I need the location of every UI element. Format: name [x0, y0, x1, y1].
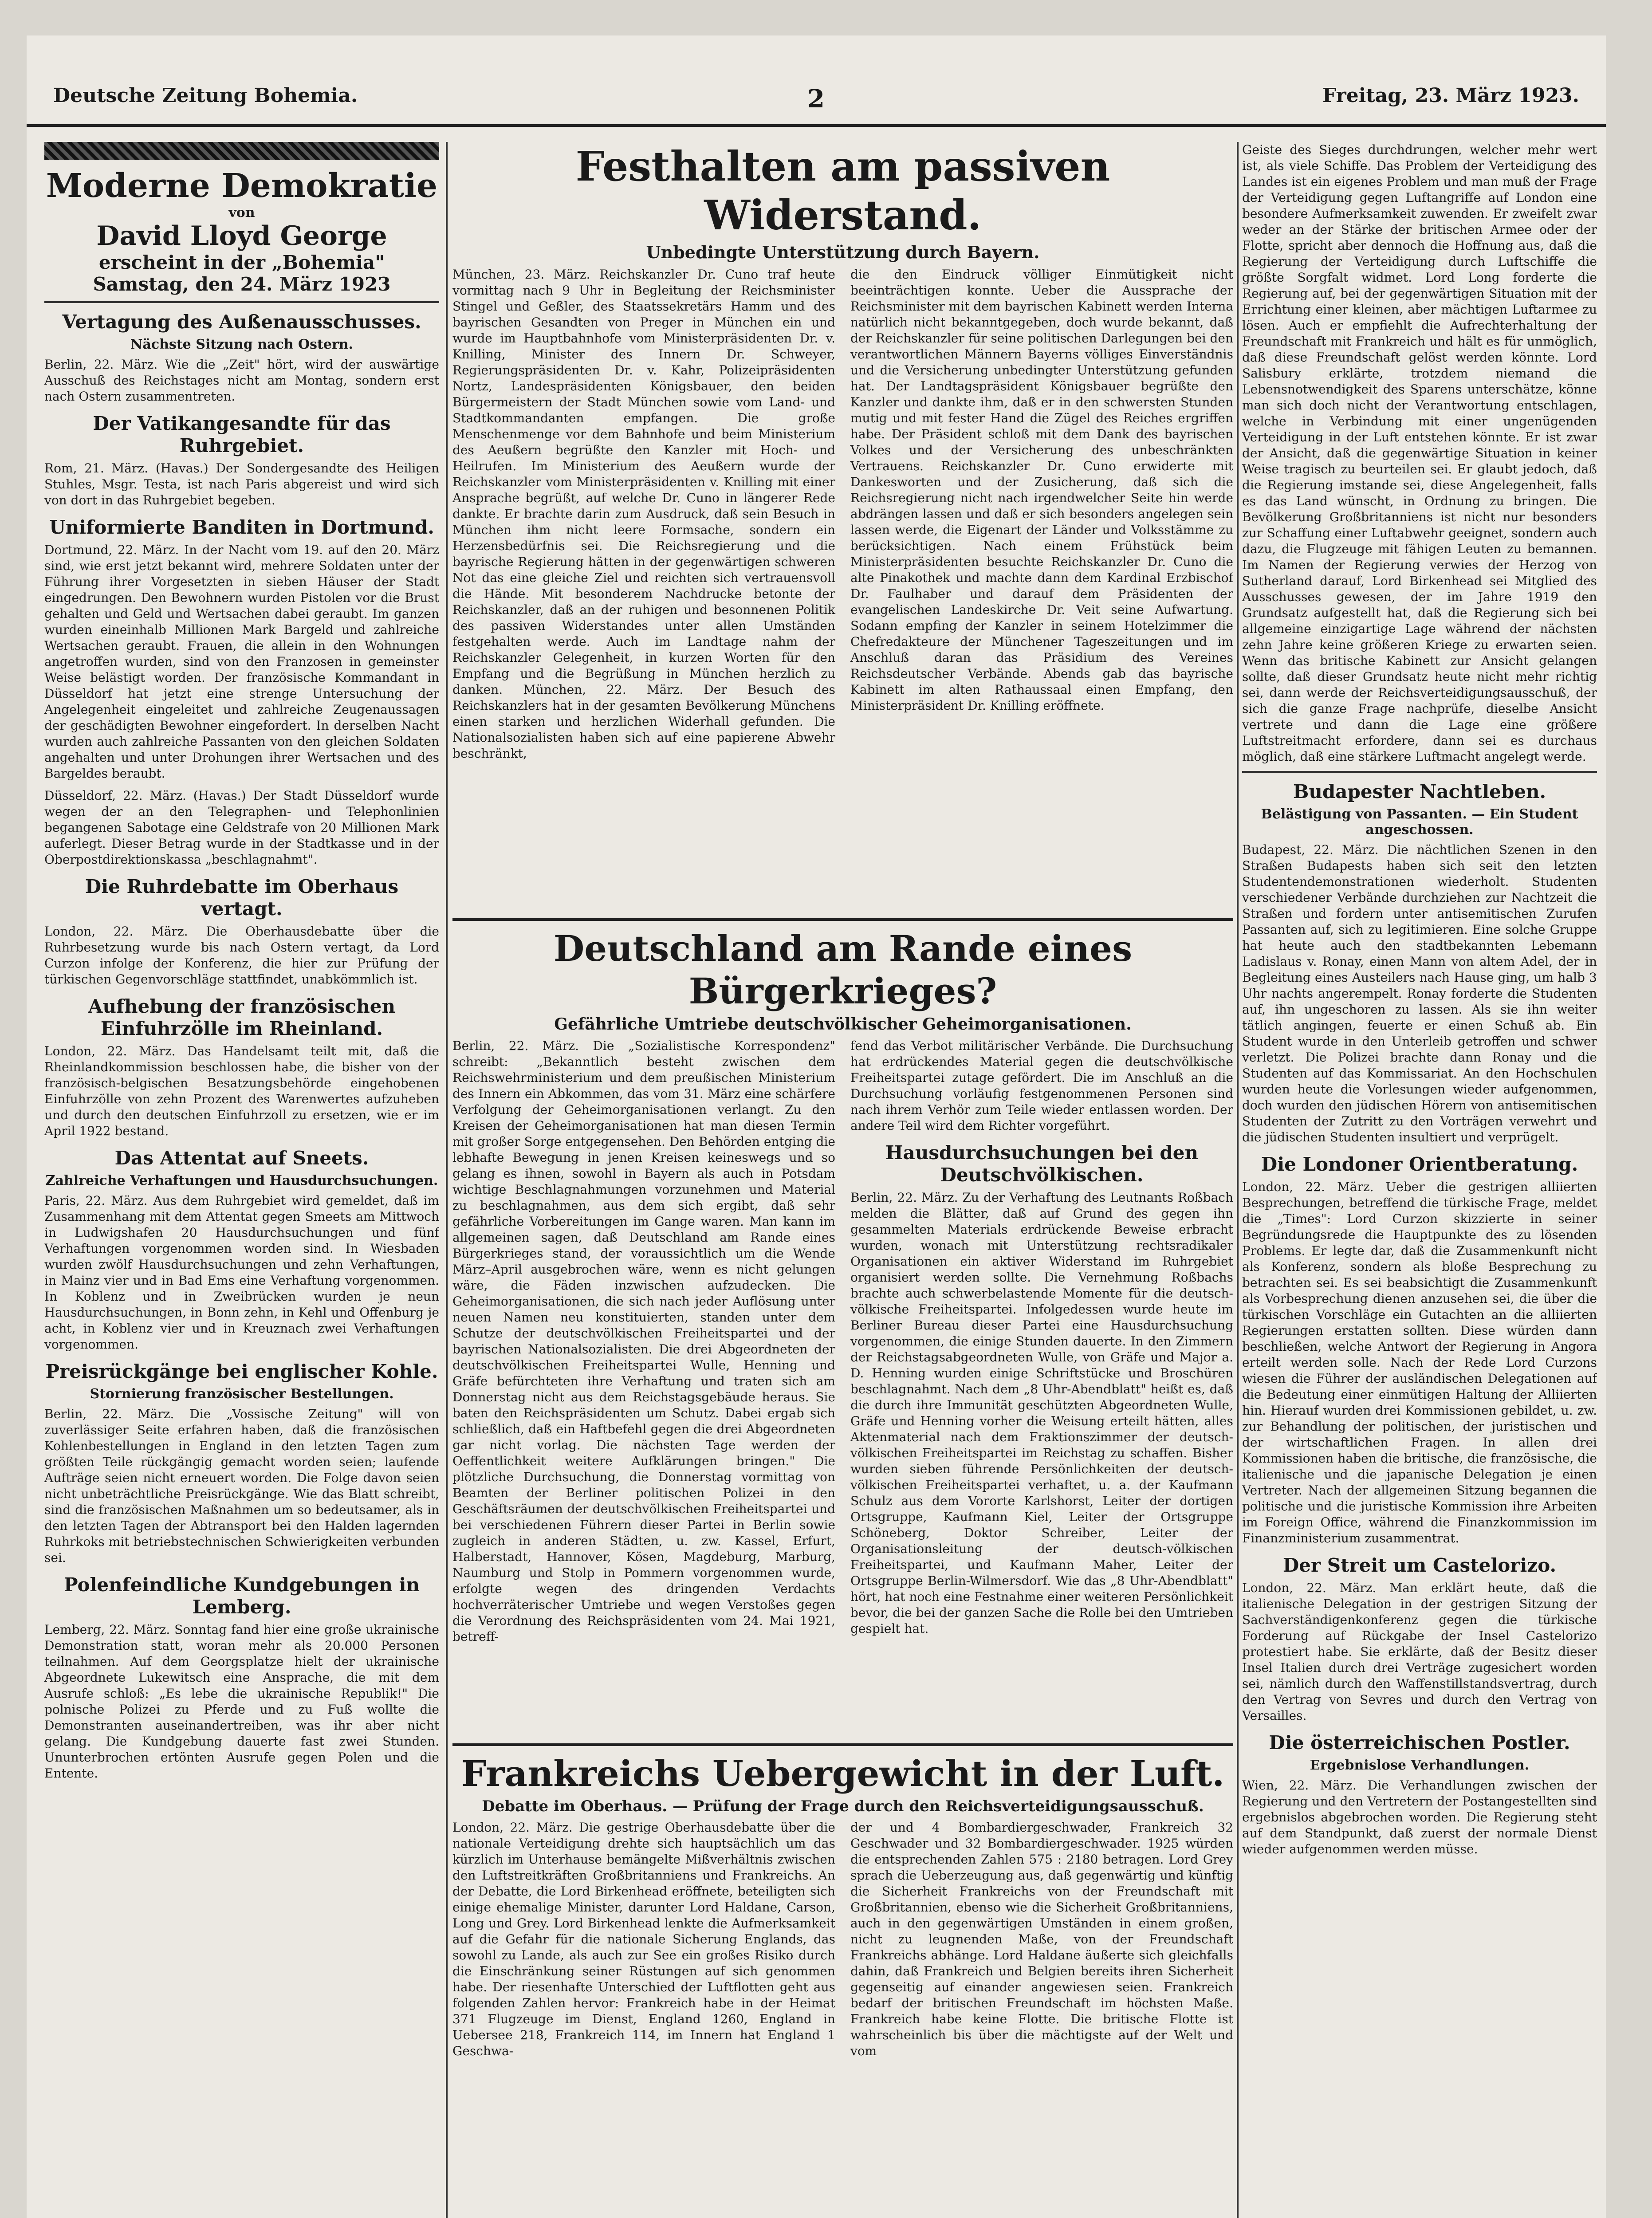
column-rule: [446, 142, 448, 2218]
article-text: Berlin, 22. März. Zu der Verhaftung des Leutnants Roßbach melden die Blätter, daß auf Grund des gegen ihn gesammelten Materials erdrückende Beweise erbracht wurden, wonach mit Unterstützung rechtsradikaler Organisationen ein aktiver Widerstand im Ruhrgebiet organisiert werden sollte. Die Vernehmung Roßbachs brachte auch schwerbelastende Momente für die deutsch-völkische Freiheitspartei. Infolgedessen wurde heute im Berliner Bureau dieser Partei eine Hausdurchsuchung vorgenommen, die einige Stunden dauerte. In den Zimmern der Reichstagsabgeordneten Wulle, von Gräfe und Major a. D. Henning wurden einige Schriftstücke und Broschüren beschlagnahmt. Nach dem „8 Uhr-Abendblatt" heißt es, daß die durch ihre Immunität geschützten Abgeordneten Wulle, Gräfe und Henning vorher die Weisung erteilt hätten, alles Aktenmaterial nach dem Fraktionszimmer der deutsch-völkischen Freiheitspartei im Reichstag zu schaffen. Bisher wurden sieben führende Persönlichkeiten der deutsch-völkischen Freiheitspartei verhaftet, u. a. der Kaufmann Schulz aus dem Vororte Karlshorst, Leiter der dortigen Ortsgruppe, Kaufmann Kiel, Leiter der Ortsgruppe Schöneberg, Doktor Schreiber, Leiter der Organisationsleitung der deutsch-völkischen Freiheitspartei, und Kaufmann Maher, Leiter der Ortsgruppe Berlin-Wilmersdorf. Wie das „8 Uhr-Abendblatt" hört, hat noch eine Festnahme einer weiteren Persönlichkeit bevor, die bei der ganzen Sache die Rolle bei den Umtrieben gespielt hat.: [850, 1190, 1233, 1636]
subheadline: Gefährliche Umtriebe deutschvölkischer Geheimorganisationen.: [554, 1015, 1132, 1034]
subheadline: Unbedingte Unterstützung durch Bayern.: [646, 242, 1040, 262]
article-text: Düsseldorf, 22. März. (Havas.) Der Stadt Düsseldorf wurde wegen der an den Telegraphen- und Telephonlinien begangenen Sabotage eine Geldstrafe von 20 Millionen Mark auferlegt. Dieser Betrag wurde in der Stadtkasse und in der Oberpostdirektionskassa „beschlagnahmt".: [44, 788, 439, 867]
article-text: Budapest, 22. März. Die nächtlichen Szenen in den Straßen Budapests haben sich seit den letzten Studentendemonstrationen wiederholt. Studenten verschiedener Verbände durchziehen zur Nachtzeit die Straßen und fordern unter antisemitischen Zurufen Passanten auf, sich zu legitimieren. Eine solche Gruppe hat heute auch den stadtbekannten Lebemann Ladislaus v. Ronay, einen Mann von altem Adel, der in Begleitung eines Austeilers nach Hause ging, um halb 3 Uhr nachts angerempelt. Ronay forderte die Studenten auf, ihn ungeschoren zu lassen. Als sie ihn weiter tätlich angingen, feuerte er einen Schuß ab. Ein Student wurde in den Unterleib getroffen und schwer verletzt. Die Polizei brachte dann Ronay und die Studenten auf das Kommissariat. An den Hochschulen wurden heute die Vorlesungen wieder aufgenommen, doch wurden den jüdischen Hörern von antisemitischen Studenten der Zutritt zu den Vorträgen verwehrt und die jüdischen Studenten insultiert und verprügelt.: [1242, 842, 1597, 1144]
article-text: Berlin, 22. März. Die „Sozialistische Korrespondenz" schreibt: „Bekanntlich besteht zwischen dem Reichswehrministerium und dem preußischen Ministerium des Innern ein Abkommen, das vom 31. März eine schärfere Verfolgung der Geheimorganisationen verlangt. Zu den Kreisen der Geheimorganisationen hat man diesen Termin mit großer Sorge entgegensehen. Den Behörden entging die lebhafte Bewegung in jenen Kreisen keineswegs und so gelang es ihnen, sowohl in Bayern als auch in Potsdam wichtige Beschlagnahmungen vorzunehmen und Material zu beschlagnahmen, aus dem sich ergibt, daß sehr gefährliche Vorbereitungen im Gange waren. Man kann im allgemeinen sagen, daß Deutschland am Rande eines Bürgerkrieges stand, der voraussichtlich um die Wende März–April ausgebrochen wäre, wenn es nicht gelungen wäre, die Fäden inzwischen aufzudecken. Die Geheimorganisationen, die sich nach jeder Auflösung unter neuen Namen neu konstituierten, standen unter dem Schutze der deutschvölkischen Freiheitspartei und der bayrischen Nationalsozialisten. Die drei Abgeordneten der deutschvölkischen Freiheitspartei Wulle, Henning und Gräfe befürchteten ihre Verhaftung und traten sich am Donnerstag nicht aus dem Reichstagsgebäude heraus. Sie baten den Reichspräsidenten um Schutz. Dabei ergab sich schließlich, daß ein Haftbefehl gegen die drei Abgeordneten gar nicht vorlag. Die nächsten Tage werden der Oeffentlichkeit weitere Aufklärungen bringen." Die plötzliche Durchsuchung, die Donnerstag vormittag von Beamten der Berliner politischen Polizei in den Geschäftsräumen der deutschvölkischen Freiheitspartei und bei verschiedenen Führern dieser Partei in Berlin sowie zugleich in anderen Städten, u. zw. Kassel, Erfurt, Halberstadt, Hannover, Kösen, Magdeburg, Marburg, Naumburg und Stolp in Pommern vorgenommen wurde, erfolgte wegen des dringenden Verdachts hochverräterischer Umtriebe und wegen Verstoßes gegen die Verordnung des Reichspräsidenten vom 24. Mai 1921, betreff-: [452, 1038, 835, 1644]
article-text: London, 22. März. Ueber die gestrigen alliierten Besprechungen, betreffend die türkische Frage, meldet die „Times": Lord Curzon skizzierte in seiner Begründungsrede die Hauptpunkte des zu lösenden Problems. Er legte dar, daß die Zusammenkunft nicht als Konferenz, sondern als bloße Besprechung zu betrachten sei. Es sei beabsichtigt die Zusammenkunft als Vorbesprechung dienen anzusehen sei, die über die türkischen Vorschläge ein Gutachten an die alliierten Regierungen erstatten sollten. Diese würden dann beschließen, welche Antwort der Regierung in Angora erteilt werden solle. Nach der Rede Lord Curzons wiesen die Führer der ausländischen Delegationen auf die Bedeutung einer einmütigen Haltung der Alliierten hin. Hierauf wurden drei Kommissionen gebildet, u. zw. zur Behandlung der politischen, der juristischen und der wirtschaftlichen Fragen. In allen drei Kommissionen haben die britische, die französische, die italienische und die japanische Delegation je einen Vertreter. Nach der allgemeinen Sitzung begannen die politische und die juristische Kommission ihre Arbeiten im Foreign Office, während die Finanzkommission im Finanzministerium zusammentrat.: [1242, 1180, 1597, 1546]
subheadline: Stornierung französischer Bestellungen.: [90, 1386, 394, 1402]
column-left: [44, 142, 439, 2218]
headline: Die Londoner Orientberatung.: [1261, 1153, 1578, 1175]
headline: Hausdurchsuchungen bei den Deutschvölkischen.: [885, 1142, 1199, 1186]
article-text: Dortmund, 22. März. In der Nacht vom 19. auf den 20. März sind, wie erst jetzt bekannt wird, mehrere Soldaten unter der Führung ihrer Vorgesetzten in sieben Häuser der Stadt eingedrungen. Den Bewohnern wurden Pistolen vor die Brust gehalten und Geld und Wertsachen dabei geraubt. Im ganzen wurden eineinhalb Millionen Mark Bargeld und zahlreiche Wertsachen geraubt. Frauen, die allein in den Wohnungen angetroffen wurden, sind von den Franzosen in gemeinster Weise belästigt worden. Der französische Kommandant in Düsseldorf hat jetzt eine strenge Untersuchung der Angelegenheit eingeleitet und zahlreiche Zeugenaussagen der geschädigten Bewohner eingefordert. In derselben Nacht wurden auch zahlreiche Passanten von den gleichen Soldaten angehalten und unter Drohungen ihrer Wertsachen und des Bargeldes beraubt.: [44, 543, 439, 781]
headline: Die Ruhrdebatte im Oberhaus vertagt.: [85, 876, 399, 920]
article-text: Paris, 22. März. Aus dem Ruhrgebiet wird gemeldet, daß im Zusammenhang mit dem Attentat gegen Smeets am Mittwoch in Ludwigshafen 20 Hausdurchsuchungen und fünf Verhaftungen vorgenommen worden sind. In Wiesbaden wurden zwölf Hausdurchsuchungen und zehn Verhaftungen, in Mainz vier und in Bad Ems eine Verhaftung vorgenommen. In Koblenz und in Zweibrücken wurden je neun Hausdurchsuchungen, in Bonn zehn, in Kehl und Offenburg je acht, in Koblenz vier und in Kreuznach zwei Verhaftungen vorgenommen.: [44, 1193, 439, 1352]
page-number: 2: [807, 84, 825, 114]
article-text: Lemberg, 22. März. Sonntag fand hier eine große ukrainische Demonstration statt, woran mehr als 20.000 Personen teilnahmen. Auf dem Georgsplatze hielt der ukrainische Abgeordnete Lukewitsch eine Ansprache, die mit dem Ausrufe schloß: „Es lebe die ukrainische Republik!" Die polnische Polizei zu Pferde und zu Fuß wollte die Demonstranten auseinandertreiben, was ihr aber nicht gelang. Die Kundgebung dauerte fast zwei Stunden. Ununterbrochen ertönten Ausrufe gegen Polen und die Entente.: [44, 1622, 439, 1781]
article-text: fend das Verbot militärischer Verbände. Die Durchsuchung hat erdrückendes Material gegen die deutschvölkische Freiheitspartei zutage gefördert. Die im Anschluß an die Durchsuchung vorläufig festgenommenen Personen sind nach ihrem Verhör zum Teile wieder entlassen worden. Der andere Teil wird dem Richter vorgeführt.: [850, 1038, 1233, 1133]
ad-line2: Samstag, den 24. März 1923: [93, 273, 391, 295]
newspaper-page: [27, 35, 1606, 2218]
article-text: die den Eindruck völliger Einmütigkeit nicht beeinträchtigen konnte. Ueber die Aussprache der Reichsminister mit dem bayrischen Kabinett werden Interna natürlich nicht bekanntgegeben, doch wurde bekannt, daß der Reichskanzler für seine politischen Darlegungen bei den verantwortlichen Männern Bayerns völliges Einverständnis und die Versicherung unbedingter Unterstützung gefunden hat. Der Landtagspräsident Königsbauer begrüßte den Kanzler und dankte ihm, daß er in den schwersten Stunden mutig und mit fester Hand die Zügel des Reiches ergriffen habe. Der Präsident schloß mit dem Dank des bayrischen Volkes und der Versicherung des unbeschränkten Vertrauens. Reichskanzler Dr. Cuno erwiderte mit Dankesworten und der Zusicherung, daß sich die Reichsregierung nicht nach irgendwelcher Seite hin werde abdrängen lassen und daß er sich besonders angelegen sein lassen werde, die Eigenart der Länder und Volksstämme zu berücksichtigen. Nach einem Frühstück beim Ministerpräsidenten besuchte Reichskanzler Dr. Cuno die alte Pinakothek und machte dann dem Kardinal Erzbischof Dr. Faulhaber und darauf dem Präsidenten der evangelischen Landeskirche Dr. Veit seine Aufwartung. Sodann empfing der Kanzler in seinem Hotelzimmer die Chefredakteure der Münchener Tageszeitungen und im Anschluß daran das Präsidium des Vereines Reichsdeutscher Verbände. Abends gab das bayrische Kabinett im alten Rathaussaal einen Empfang, den Ministerpräsident Dr. Knilling eröffnete.: [850, 267, 1233, 713]
article-text: London, 22. März. Das Handelsamt teilt mit, daß die Rheinlandkommission beschlossen habe, die bisher von der französisch-belgischen Besatzungsbehörde eingehobenen Einfuhrzölle von zehn Prozent des Warenwertes aufzuheben und durch den deutschen Einfuhrzoll zu ersetzen, wie er im April 1922 bestand.: [44, 1044, 439, 1138]
headline: Aufhebung der französischen Einfuhrzölle im Rheinland.: [88, 995, 396, 1039]
subheadline: Zahlreiche Verhaftungen und Hausdurchsuchungen.: [45, 1173, 438, 1188]
article-passive-resistance: [452, 142, 1233, 905]
subheadline: Debatte im Oberhaus. — Prüfung der Frage durch den Reichsverteidigungsausschuß.: [482, 1797, 1204, 1815]
headline: Das Attentat auf Sneets.: [114, 1147, 369, 1169]
headline: Der Streit um Castelorizo.: [1282, 1554, 1557, 1576]
subheadline: Nächste Sitzung nach Ostern.: [130, 337, 354, 352]
article-air-superiority: [452, 1743, 1233, 2218]
ad-author: David Lloyd George: [96, 220, 387, 252]
separator: [44, 301, 439, 303]
masthead-date: Freitag, 23. März 1923.: [1322, 84, 1579, 107]
article-civil-war: [452, 918, 1233, 1734]
subheadline: Ergebnislose Verhandlungen.: [1310, 1758, 1530, 1773]
separator: [1242, 771, 1597, 773]
article-text: London, 22. März. Die gestrige Oberhausdebatte über die nationale Verteidigung drehte sich hauptsächlich um das kürzlich im Unterhause bemängelte Mißverhältnis zwischen den Luftstreitkräften Großbritanniens und Frankreichs. An der Debatte, die Lord Birkenhead eröffnete, beteiligten sich einige ehemalige Minister, darunter Lord Haldane, Carson, Long und Grey. Lord Birkenhead lenkte die Aufmerksamkeit auf die Gefahr für die nationale Sicherung Englands, das sowohl zu Lande, als auch zur See ein großes Risiko durch die Einschränkung seiner Rüstungen auf sich genommen habe. Der riesenhafte Unterschied der Luftflotten geht aus folgenden Zahlen hervor: Frankreich habe in der Heimat 371 Flugzeuge im Dienst, England 1260, England in Uebersee 218, Frankreich 114, im Innern hat England 1 Geschwa-: [452, 1820, 835, 2058]
headline: Budapester Nachtleben.: [1293, 781, 1546, 802]
headline: Polenfeindliche Kundgebungen in Lemberg.: [64, 1574, 420, 1618]
article-text: Rom, 21. März. (Havas.) Der Sondergesandte des Heiligen Stuhles, Msgr. Testa, ist nach Paris abgereist und wird sich von dort in das Ruhrgebiet begeben.: [44, 461, 439, 507]
headline: Der Vatikangesandte für das Ruhrgebiet.: [93, 413, 391, 456]
article-text: London, 22. März. Man erklärt heute, daß die italienische Delegation in der gestrigen Sitzung der Sachverständigenkonferenz gegen die türkische Forderung auf Rückgabe der Insel Castelorizo protestiert habe. Sie erklärte, daß der Besitz dieser Insel Italien durch drei Verträge zugesichert worden sei, nämlich durch den Waffenstillstandsvertrag, durch den Vertrag von Sevres und durch den Vertrag von Versailles.: [1242, 1581, 1597, 1723]
headline: Vertagung des Außenausschusses.: [62, 311, 421, 333]
headline: Deutschland am Rande eines Bürgerkrieges?: [553, 928, 1133, 1012]
column-rule: [1237, 142, 1239, 2218]
article-text: Berlin, 22. März. Wie die „Zeit" hört, wird der auswärtige Ausschuß des Reichstages nicht am Montag, sondern erst nach Ostern zusammentreten.: [44, 357, 439, 404]
ad-title: Moderne Demokratie: [46, 167, 438, 205]
masthead-left: Deutsche Zeitung Bohemia.: [53, 84, 358, 107]
headline: Die österreichischen Postler.: [1269, 1732, 1570, 1754]
header-rule: [27, 124, 1606, 127]
headline: Frankreichs Uebergewicht in der Luft.: [461, 1753, 1225, 1794]
headline: Uniformierte Banditen in Dortmund.: [49, 516, 434, 538]
article-text: London, 22. März. Die Oberhausdebatte über die Ruhrbesetzung wurde bis nach Ostern vertagt, da Lord Curzon infolge der Konferenz, die hier zur Prüfung der türkischen Gegenvorschläge stattfindet, unabkömmlich ist.: [44, 924, 439, 987]
headline: Preisrückgänge bei englischer Kohle.: [45, 1361, 438, 1382]
headline: Festhalten am passiven Widerstand.: [575, 142, 1110, 239]
article-text: Wien, 22. März. Die Verhandlungen zwischen der Regierung und den Vertretern der Postangestellten sind ergebnislos abgebrochen worden. Die Regierung steht auf dem Standpunkt, daß zuerst der normale Dienst wieder aufgenommen werden müsse.: [1242, 1778, 1597, 1856]
article-text: Geiste des Sieges durchdrungen, welcher mehr wert ist, als viele Schiffe. Das Problem der Verteidigung des Landes ist ein eigenes Problem und man muß der Frage der Verteidigung gegen Luftangriffe auf London eine besondere Aufmerksamkeit zuwenden. Er zweifelt zwar weder an der Stärke der britischen Armee oder der Flotte, spricht aber dennoch die Hoffnung aus, daß die Regierung der Verteidigung durch Luftschiffe die größte Sorgfalt widmet. Lord Long forderte die Regierung auf, bei der gegenwärtigen Situation mit der Errichtung einer kleinen, aber mächtigen Luftarmee zu lösen. Auch er empfiehlt die Aufrechterhaltung der Freundschaft mit Frankreich und hält es für unmöglich, daß diese Freundschaft gelöst werden könnte. Lord Salisbury erklärte, trotzdem niemand die Lebensnotwendigkeit des Sparens unterschätze, könne man sich doch nicht der Verantwortung entschlagen, welche in Verbindung mit einer ungenügenden Verteidigung in der Luft entstehen könnte. Er ist zwar der Ansicht, daß die gegenwärtige Situation in keiner Weise tragisch zu beurteilen sei. Er glaubt jedoch, daß die Regierung imstande sei, diese Angelegenheit, falls es das Land wünscht, in Ordnung zu bringen. Die Bevölkerung Großbritanniens ist nicht nur besonders zur Schaffung einer Luftabwehr geeignet, sondern auch dazu, die Flugzeuge mit fähigen Leuten zu bemannen. Im Namen der Regierung verwies der Herzog von Sutherland darauf, Lord Birkenhead sei Mitglied des Ausschusses gewesen, der im Jahre 1919 den Grundsatz aufgestellt hat, daß die Regierung sich bei allgemeine einzigartige Lage während der nächsten zehn Jahre keine größeren Kriege zu erwarten seien. Wenn das britische Kabinett zur Ansicht gelangen sollte, daß dieser Grundsatz heute nicht mehr richtig sei, dann werde der Reichsverteidigungsausschuß, der sich die ganze Frage nachprüfe, dieselbe Ansicht vertrete und dann die Lage eine größere Luftstreitmacht erfordere, dann sei es durchaus möglich, daß eine stärkere Luftmacht angelegt werde.: [1242, 142, 1597, 764]
ad-von: von: [228, 205, 255, 220]
decorative-bar: [44, 142, 439, 160]
ad-line1: erscheint in der „Bohemia": [98, 252, 385, 273]
subheadline: Belästigung von Passanten. — Ein Student angeschossen.: [1261, 806, 1578, 838]
article-text: München, 23. März. Reichskanzler Dr. Cuno traf heute vormittag nach 9 Uhr in Begleitung der Reichsminister Stingel und Geßler, des Staatssekretärs Hamm und des bayrischen Gesandten von Preger in München ein und wurde im Hauptbahnhofe vom Ministerpräsidenten Dr. v. Knilling, Minister des Innern Dr. Schweyer, Regierungspräsidenten Dr. v. Kahr, Polizeipräsidenten Nortz, Landespräsidenten Königsbauer, den beiden Bürgermeistern der Stadt München sowie vom Land- und Stadtkommandanten empfangen. Die große Menschenmenge vor dem Bahnhofe und beim Ministerium des Aeußern begrüßte den Kanzler mit Hoch- und Heilrufen. Im Ministerium des Aeußern wurde der Reichskanzler vom Ministerpräsidenten v. Knilling mit einer Ansprache begrüßt, auf welche Dr. Cuno in längerer Rede dankte. Er brachte darin zum Ausdruck, daß sein Besuch in München ihm nicht leere Formsache, sondern ein Herzensbedürfnis sei. Die Reichsregierung und die bayrische Regierung hätten in der gegenwärtigen schweren Not das eine gleiche Ziel und reichten sich vertrauensvoll die Hände. Mit besonderem Nachdrucke betonte der Reichskanzler, daß an der ruhigen und besonnenen Politik des passiven Widerstandes unter allen Umständen festgehalten werde. Auch im Landtage nahm der Reichskanzler Gelegenheit, in kurzen Worten für den Empfang und die Begrüßung in München herzlich zu danken. München, 22. März. Der Besuch des Reichskanzlers hat in der gesamten Bevölkerung Münchens einen starken und herzlichen Widerhall gefunden. Die Nationalsozialisten haben sich auf eine papierene Abwehr beschränkt,: [452, 267, 835, 761]
article-text: Berlin, 22. März. Die „Vossische Zeitung" will von zuverlässiger Seite erfahren haben, daß die französischen Kohlenbestellungen in England in den letzten Tagen zum größten Teile rückgängig gemacht worden seien; laufende Aufträge seien nicht erneuert worden. Die Folge davon seien nicht unbeträchtliche Preisrückgänge. Wie das Blatt schreibt, sind die französischen Maßnahmen um so bedeutsamer, als in den letzten Tagen der Abtransport bei den Halden lagernden Ruhrkoks mit betriebstechnischen Schwierigkeiten verbunden sei.: [44, 1407, 439, 1565]
article-text: der und 4 Bombardiergeschwader, Frankreich 32 Geschwader und 32 Bombardiergeschwader. 1925 würden die entsprechenden Zahlen 575 : 2180 betragen. Lord Grey sprach die Ueberzeugung aus, daß gegenwärtig und künftig die Sicherheit Frankreichs von der Freundschaft mit Großbritannien, ebenso wie die Sicherheit Großbritanniens, auch in den gegenwärtigen Umständen in einem großen, nicht zu leugnenden Maße, von der Freundschaft Frankreichs abhänge. Lord Haldane äußerte sich gleichfalls dahin, daß Frankreich und Belgien bereits ihren Sicherheit gegenseitig auf einander angewiesen seien. Frankreich bedarf der britischen Freundschaft im höchsten Maße. Frankreich habe keine Flotte. Die britische Flotte ist wahrscheinlich bis über die mächtigste auf der Welt und vom: [850, 1820, 1233, 2058]
column-right: [1242, 142, 1597, 2218]
